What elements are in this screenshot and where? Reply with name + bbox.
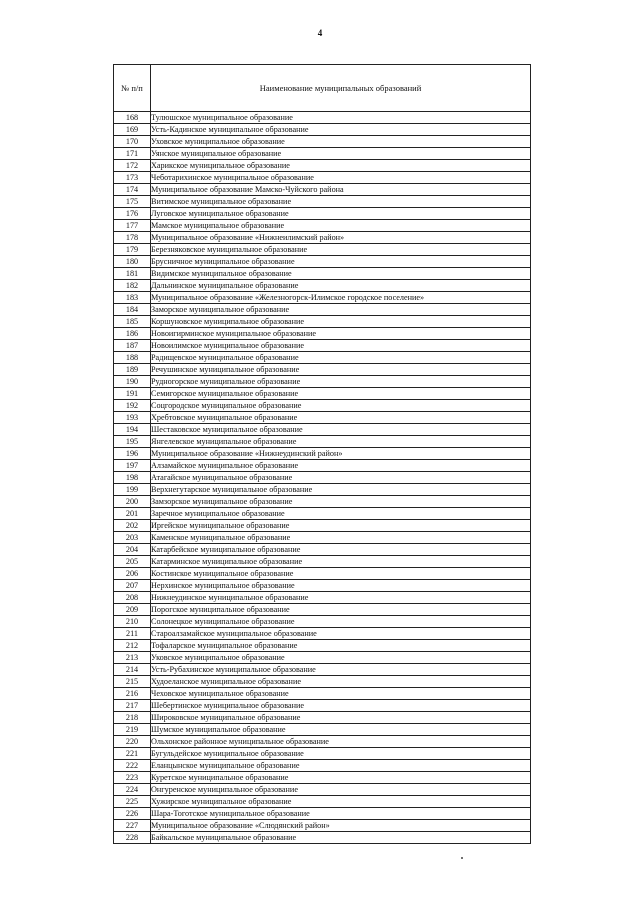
row-number: 168 [114, 112, 151, 124]
table-row [114, 232, 531, 244]
table-row [114, 496, 531, 508]
row-number: 191 [114, 388, 151, 400]
municipality-name: Катарбейское муниципальное образование [151, 544, 531, 556]
municipality-name: Верхнегутарское муниципальное образование [151, 484, 531, 496]
municipality-name: Радищевское муниципальное образование [151, 352, 531, 364]
row-number: 219 [114, 724, 151, 736]
municipality-name: Уковское муниципальное образование [151, 652, 531, 664]
row-number: 210 [114, 616, 151, 628]
municipality-name: Каменское муниципальное образование [151, 532, 531, 544]
row-number: 182 [114, 280, 151, 292]
table-row [114, 568, 531, 580]
municipality-name: Алзамайское муниципальное образование [151, 460, 531, 472]
table-row [114, 532, 531, 544]
table-row [114, 628, 531, 640]
row-number: 220 [114, 736, 151, 748]
municipality-name: Муниципальное образование «Слюдянский район» [151, 820, 531, 832]
row-number: 193 [114, 412, 151, 424]
table-row [114, 748, 531, 760]
row-number: 223 [114, 772, 151, 784]
table-row [114, 352, 531, 364]
column-header-number: № п/п [114, 65, 151, 112]
municipality-name: Хужирское муниципальное образование [151, 796, 531, 808]
row-number: 216 [114, 688, 151, 700]
row-number: 224 [114, 784, 151, 796]
row-number: 212 [114, 640, 151, 652]
table-row [114, 652, 531, 664]
row-number: 189 [114, 364, 151, 376]
municipality-name: Новоигирминское муниципальное образование [151, 328, 531, 340]
municipality-name: Еланцынское муниципальное образование [151, 760, 531, 772]
row-number: 169 [114, 124, 151, 136]
row-number: 225 [114, 796, 151, 808]
municipality-name: Мамское муниципальное образование [151, 220, 531, 232]
municipality-name: Витимское муниципальное образование [151, 196, 531, 208]
table-body [114, 112, 531, 844]
row-number: 204 [114, 544, 151, 556]
table-row [114, 208, 531, 220]
municipality-name: Заречное муниципальное образование [151, 508, 531, 520]
table-row [114, 616, 531, 628]
table-row [114, 472, 531, 484]
table-row [114, 280, 531, 292]
table-row [114, 640, 531, 652]
table-row [114, 760, 531, 772]
table-row [114, 484, 531, 496]
municipality-name: Коршуновское муниципальное образование [151, 316, 531, 328]
municipality-name: Березняковское муниципальное образование [151, 244, 531, 256]
row-number: 201 [114, 508, 151, 520]
table-row [114, 604, 531, 616]
table-row [114, 424, 531, 436]
municipality-name: Заморское муниципальное образование [151, 304, 531, 316]
municipality-name: Худоеланское муниципальное образование [151, 676, 531, 688]
row-number: 185 [114, 316, 151, 328]
municipality-name: Шара-Тоготское муниципальное образование [151, 808, 531, 820]
row-number: 179 [114, 244, 151, 256]
table-row [114, 688, 531, 700]
municipality-name: Брусничное муниципальное образование [151, 256, 531, 268]
municipality-name: Усть-Кадинское муниципальное образование [151, 124, 531, 136]
municipality-name: Солонецкое муниципальное образование [151, 616, 531, 628]
row-number: 177 [114, 220, 151, 232]
municipality-name: Шестаковское муниципальное образование [151, 424, 531, 436]
municipality-name: Широковское муниципальное образование [151, 712, 531, 724]
row-number: 208 [114, 592, 151, 604]
municipality-name: Луговское муниципальное образование [151, 208, 531, 220]
table-row [114, 184, 531, 196]
page-number: 4 [317, 28, 323, 38]
row-number: 217 [114, 700, 151, 712]
municipality-name: Харикское муниципальное образование [151, 160, 531, 172]
municipality-name: Костинское муниципальное образование [151, 568, 531, 580]
municipality-name: Муниципальное образование «Железногорск-Илимское городское поселение» [151, 292, 531, 304]
row-number: 173 [114, 172, 151, 184]
column-header-name: Наименование муниципальных образований [151, 65, 531, 112]
table-row [114, 712, 531, 724]
table-row [114, 460, 531, 472]
row-number: 198 [114, 472, 151, 484]
stray-mark [461, 857, 463, 859]
municipality-name: Порогское муниципальное образование [151, 604, 531, 616]
table-row [114, 340, 531, 352]
municipality-name: Тофаларское муниципальное образование [151, 640, 531, 652]
table-row [114, 112, 531, 124]
table-row [114, 292, 531, 304]
table-row [114, 592, 531, 604]
municipality-name: Замзорское муниципальное образование [151, 496, 531, 508]
row-number: 176 [114, 208, 151, 220]
table-row [114, 196, 531, 208]
row-number: 180 [114, 256, 151, 268]
table-row [114, 256, 531, 268]
municipality-name: Атагайское муниципальное образование [151, 472, 531, 484]
table-row [114, 400, 531, 412]
row-number: 175 [114, 196, 151, 208]
row-number: 174 [114, 184, 151, 196]
table-row [114, 772, 531, 784]
row-number: 227 [114, 820, 151, 832]
table-row [114, 148, 531, 160]
table-row [114, 412, 531, 424]
municipality-name: Усть-Рубахинское муниципальное образование [151, 664, 531, 676]
row-number: 211 [114, 628, 151, 640]
row-number: 187 [114, 340, 151, 352]
table-row [114, 796, 531, 808]
municipality-name: Уховское муниципальное образование [151, 136, 531, 148]
row-number: 181 [114, 268, 151, 280]
row-number: 205 [114, 556, 151, 568]
municipality-name: Янгелевское муниципальное образование [151, 436, 531, 448]
row-number: 200 [114, 496, 151, 508]
table-row [114, 376, 531, 388]
table-row [114, 508, 531, 520]
table-row [114, 700, 531, 712]
row-number: 228 [114, 832, 151, 844]
table-row [114, 220, 531, 232]
municipality-name: Рудногорское муниципальное образование [151, 376, 531, 388]
municipality-name: Хребтовское муниципальное образование [151, 412, 531, 424]
table-row [114, 820, 531, 832]
row-number: 192 [114, 400, 151, 412]
table-row [114, 244, 531, 256]
municipality-name: Нижнеудинское муниципальное образование [151, 592, 531, 604]
row-number: 226 [114, 808, 151, 820]
municipality-name: Катарминское муниципальное образование [151, 556, 531, 568]
municipality-name: Соцгородское муниципальное образование [151, 400, 531, 412]
municipality-name: Онгуренское муниципальное образование [151, 784, 531, 796]
row-number: 202 [114, 520, 151, 532]
table-row [114, 268, 531, 280]
municipalities-table [113, 64, 531, 844]
row-number: 213 [114, 652, 151, 664]
municipality-name: Новоилимское муниципальное образование [151, 340, 531, 352]
row-number: 186 [114, 328, 151, 340]
table-row [114, 436, 531, 448]
table-row [114, 304, 531, 316]
row-number: 172 [114, 160, 151, 172]
table-row [114, 736, 531, 748]
municipality-name: Тулюшское муниципальное образование [151, 112, 531, 124]
row-number: 209 [114, 604, 151, 616]
table-row [114, 124, 531, 136]
row-number: 199 [114, 484, 151, 496]
municipality-name: Чеботарихинское муниципальное образование [151, 172, 531, 184]
table-row [114, 580, 531, 592]
row-number: 215 [114, 676, 151, 688]
row-number: 196 [114, 448, 151, 460]
table-row [114, 832, 531, 844]
municipality-name: Байкальское муниципальное образование [151, 832, 531, 844]
row-number: 214 [114, 664, 151, 676]
table-header-row [114, 65, 531, 112]
table-row [114, 160, 531, 172]
row-number: 184 [114, 304, 151, 316]
municipality-name: Муниципальное образование «Нижнеилимский район» [151, 232, 531, 244]
table-row [114, 676, 531, 688]
municipality-name: Староалзамайское муниципальное образование [151, 628, 531, 640]
municipality-name: Иргейское муниципальное образование [151, 520, 531, 532]
municipality-name: Уянское муниципальное образование [151, 148, 531, 160]
table-row [114, 328, 531, 340]
municipality-name: Шумское муниципальное образование [151, 724, 531, 736]
row-number: 178 [114, 232, 151, 244]
municipality-name: Ольхонское районное муниципальное образование [151, 736, 531, 748]
municipality-name: Речушинское муниципальное образование [151, 364, 531, 376]
table-row [114, 724, 531, 736]
row-number: 218 [114, 712, 151, 724]
row-number: 171 [114, 148, 151, 160]
row-number: 206 [114, 568, 151, 580]
table-row [114, 808, 531, 820]
municipality-name: Муниципальное образование Мамско-Чуйского района [151, 184, 531, 196]
row-number: 222 [114, 760, 151, 772]
municipality-name: Бугульдейское муниципальное образование [151, 748, 531, 760]
table-row [114, 544, 531, 556]
table-row [114, 316, 531, 328]
row-number: 170 [114, 136, 151, 148]
row-number: 207 [114, 580, 151, 592]
table-row [114, 520, 531, 532]
row-number: 195 [114, 436, 151, 448]
table-row [114, 364, 531, 376]
row-number: 183 [114, 292, 151, 304]
municipality-name: Дальнинское муниципальное образование [151, 280, 531, 292]
municipality-name: Шебертинское муниципальное образование [151, 700, 531, 712]
row-number: 197 [114, 460, 151, 472]
municipality-name: Чеховское муниципальное образование [151, 688, 531, 700]
row-number: 194 [114, 424, 151, 436]
municipality-name: Семигорское муниципальное образование [151, 388, 531, 400]
table-row [114, 388, 531, 400]
row-number: 190 [114, 376, 151, 388]
table-row [114, 556, 531, 568]
table-row [114, 664, 531, 676]
municipality-name: Куретское муниципальное образование [151, 772, 531, 784]
municipality-name: Видимское муниципальное образование [151, 268, 531, 280]
row-number: 188 [114, 352, 151, 364]
municipality-name: Муниципальное образование «Нижнеудинский район» [151, 448, 531, 460]
table-row [114, 448, 531, 460]
table-row [114, 136, 531, 148]
municipality-name: Нерхинское муниципальное образование [151, 580, 531, 592]
row-number: 203 [114, 532, 151, 544]
table-row [114, 784, 531, 796]
table-row [114, 172, 531, 184]
row-number: 221 [114, 748, 151, 760]
